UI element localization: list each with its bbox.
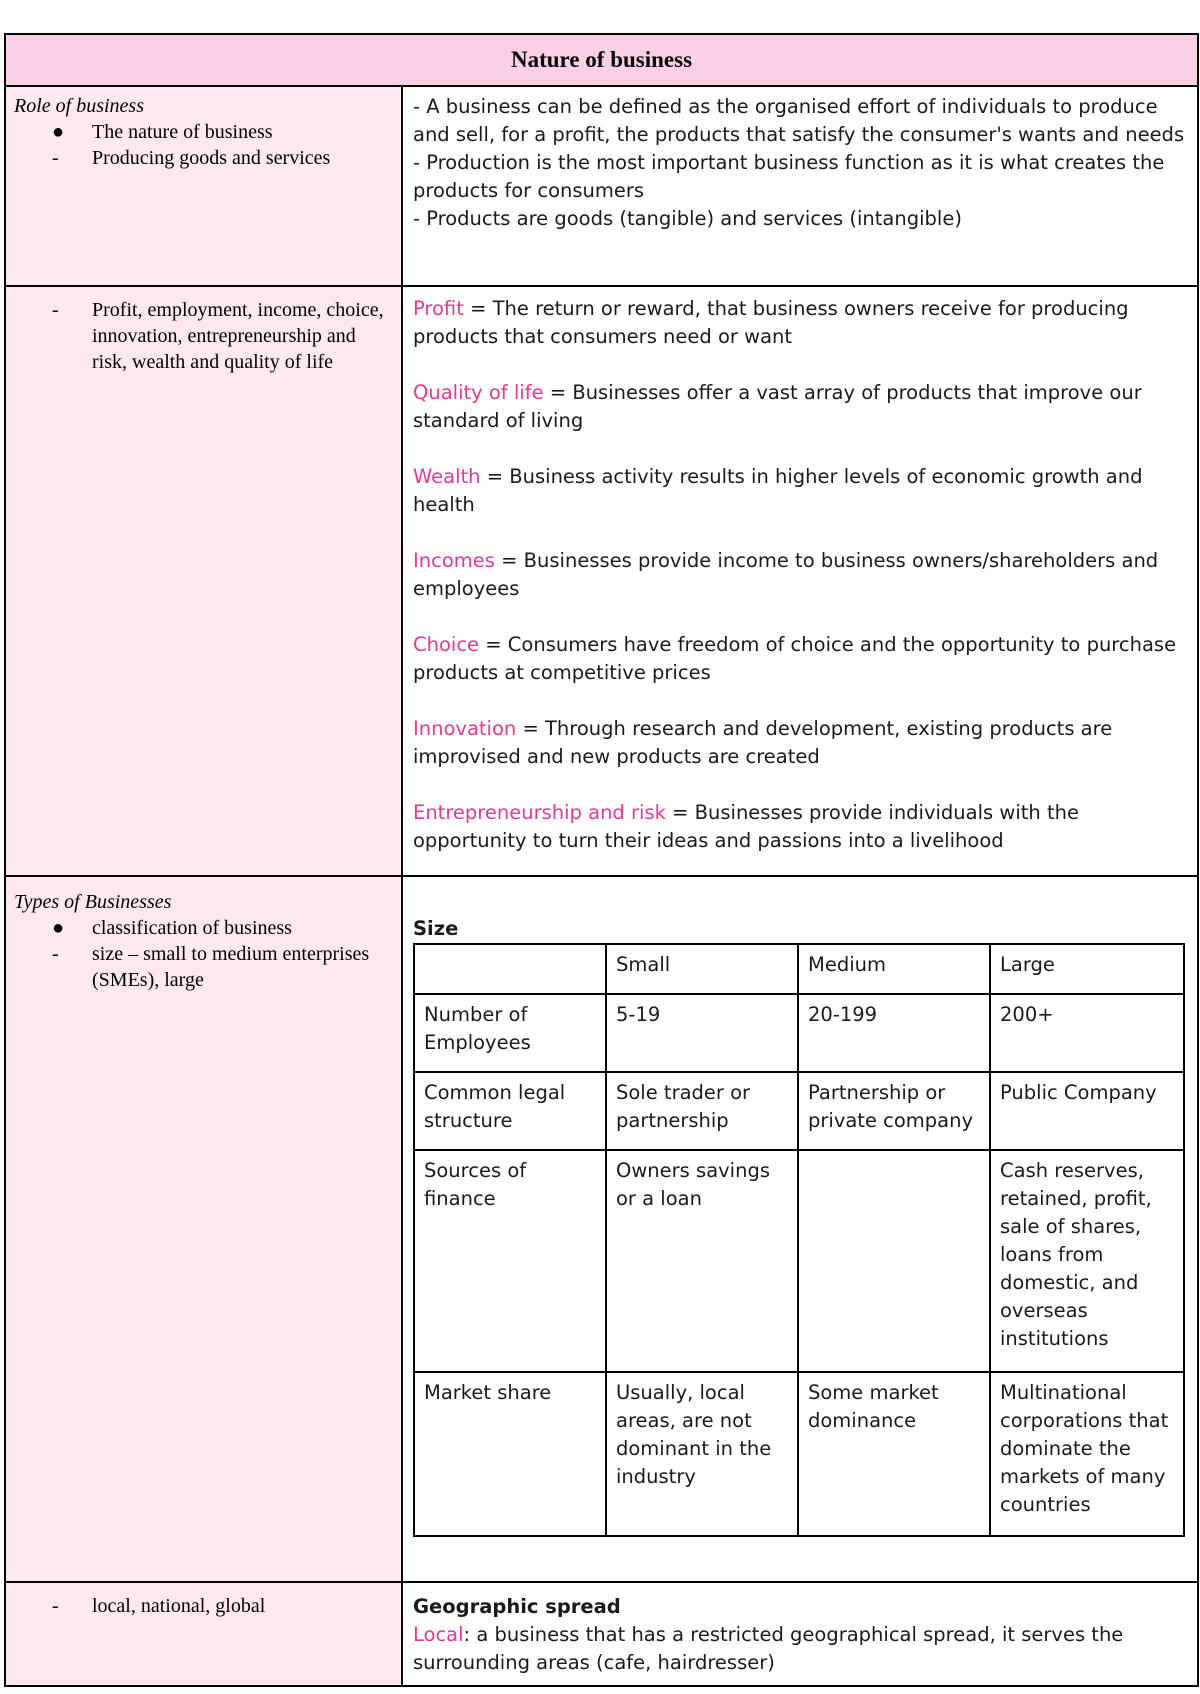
table-header-row: [414, 944, 1184, 994]
table-row: [414, 994, 1184, 1072]
row3-topic-cell: [5, 876, 402, 1582]
table-row: [414, 1150, 1184, 1372]
content-line: - Products are goods (tangible) and services (intangible): [413, 207, 962, 230]
size-table: [413, 943, 1185, 1537]
table-cell: Usually, local areas, are not dominant in the industry: [606, 1372, 798, 1536]
table-cell: 5-19: [606, 994, 798, 1072]
definition-item: Local: a business that has a restricted geographical spread, it serves the surrounding areas (cafe, hairdresser): [413, 1623, 1124, 1674]
table-cell: Public Company: [990, 1072, 1184, 1150]
list-item: - size – small to medium enterprises (SMEs), large: [52, 943, 370, 991]
list-item: - local, national, global: [52, 1595, 266, 1617]
notes-table: [4, 33, 1199, 1687]
list-item: ● classification of business: [52, 917, 292, 939]
size-heading: Size: [413, 917, 459, 940]
definition-item: Incomes = Businesses provide income to business owners/shareholders and employees: [413, 549, 1159, 600]
definition-item: Entrepreneurship and risk = Businesses provide individuals with the opportunity to turn their ideas and passions into a livelihood: [413, 801, 1079, 852]
table-cell: Common legal structure: [414, 1072, 606, 1150]
row2-topic-cell: [5, 286, 402, 876]
table-cell: Multinational corporations that dominate the markets of many countries: [990, 1372, 1184, 1536]
table-cell: Sources of finance: [414, 1150, 606, 1372]
definition-term: Choice: [413, 633, 480, 656]
table-cell: Cash reserves, retained, profit, sale of shares, loans from domestic, and overseas institutions: [990, 1150, 1184, 1372]
geographic-heading: Geographic spread: [413, 1595, 621, 1618]
table-row: [414, 1072, 1184, 1150]
row1-content-cell: [402, 86, 1198, 286]
table-header-cell: Small: [606, 944, 798, 994]
table-cell: [798, 1150, 990, 1372]
row1-topic: Role of business: [14, 95, 144, 117]
row4-topic-cell: [5, 1582, 402, 1686]
row3-content-cell: [402, 876, 1198, 1582]
page-title: Nature of business: [5, 34, 1198, 86]
definition-term: Local: [413, 1623, 464, 1646]
table-cell: Number of Employees: [414, 994, 606, 1072]
table-cell: Sole trader or partnership: [606, 1072, 798, 1150]
table-cell: Market share: [414, 1372, 606, 1536]
definition-term: Innovation: [413, 717, 517, 740]
definition-item: Innovation = Through research and development, existing products are improvised and new products are created: [413, 717, 1113, 768]
definition-term: Entrepreneurship and risk: [413, 801, 666, 824]
table-cell: Some market dominance: [798, 1372, 990, 1536]
definition-item: Quality of life = Businesses offer a vast array of products that improve our standard of living: [413, 381, 1142, 432]
list-item: - Producing goods and services: [52, 147, 331, 169]
row2-content-cell: [402, 286, 1198, 876]
list-item: ● The nature of business: [52, 121, 273, 143]
row3-topic: Types of Businesses: [14, 891, 172, 913]
table-cell: 20-199: [798, 994, 990, 1072]
definition-item: Wealth = Business activity results in higher levels of economic growth and health: [413, 465, 1143, 516]
document-page: [4, 33, 1197, 1687]
table-header-cell: [414, 944, 606, 994]
content-line: - Production is the most important business function as it is what creates the products for consumers: [413, 151, 1165, 202]
definition-term: Quality of life: [413, 381, 544, 404]
row1-topic-cell: [5, 86, 402, 286]
table-header-cell: Medium: [798, 944, 990, 994]
row4-content-cell: [402, 1582, 1198, 1686]
table-row: [414, 1372, 1184, 1536]
list-item: - Profit, employment, income, choice, innovation, entrepreneurship and risk, wealth and quality of life: [52, 299, 384, 373]
definition-item: Profit = The return or reward, that business owners receive for producing products that consumers need or want: [413, 297, 1129, 348]
definition-term: Wealth: [413, 465, 481, 488]
table-cell: Partnership or private company: [798, 1072, 990, 1150]
table-cell: 200+: [990, 994, 1184, 1072]
definition-term: Profit: [413, 297, 464, 320]
table-cell: Owners savings or a loan: [606, 1150, 798, 1372]
content-line: - A business can be defined as the organised effort of individuals to produce and sell, for a profit, the products that satisfy the consumer's wants and needs: [413, 95, 1185, 146]
definition-term: Incomes: [413, 549, 495, 572]
definition-item: Choice = Consumers have freedom of choice and the opportunity to purchase products at competitive prices: [413, 633, 1177, 684]
table-header-cell: Large: [990, 944, 1184, 994]
